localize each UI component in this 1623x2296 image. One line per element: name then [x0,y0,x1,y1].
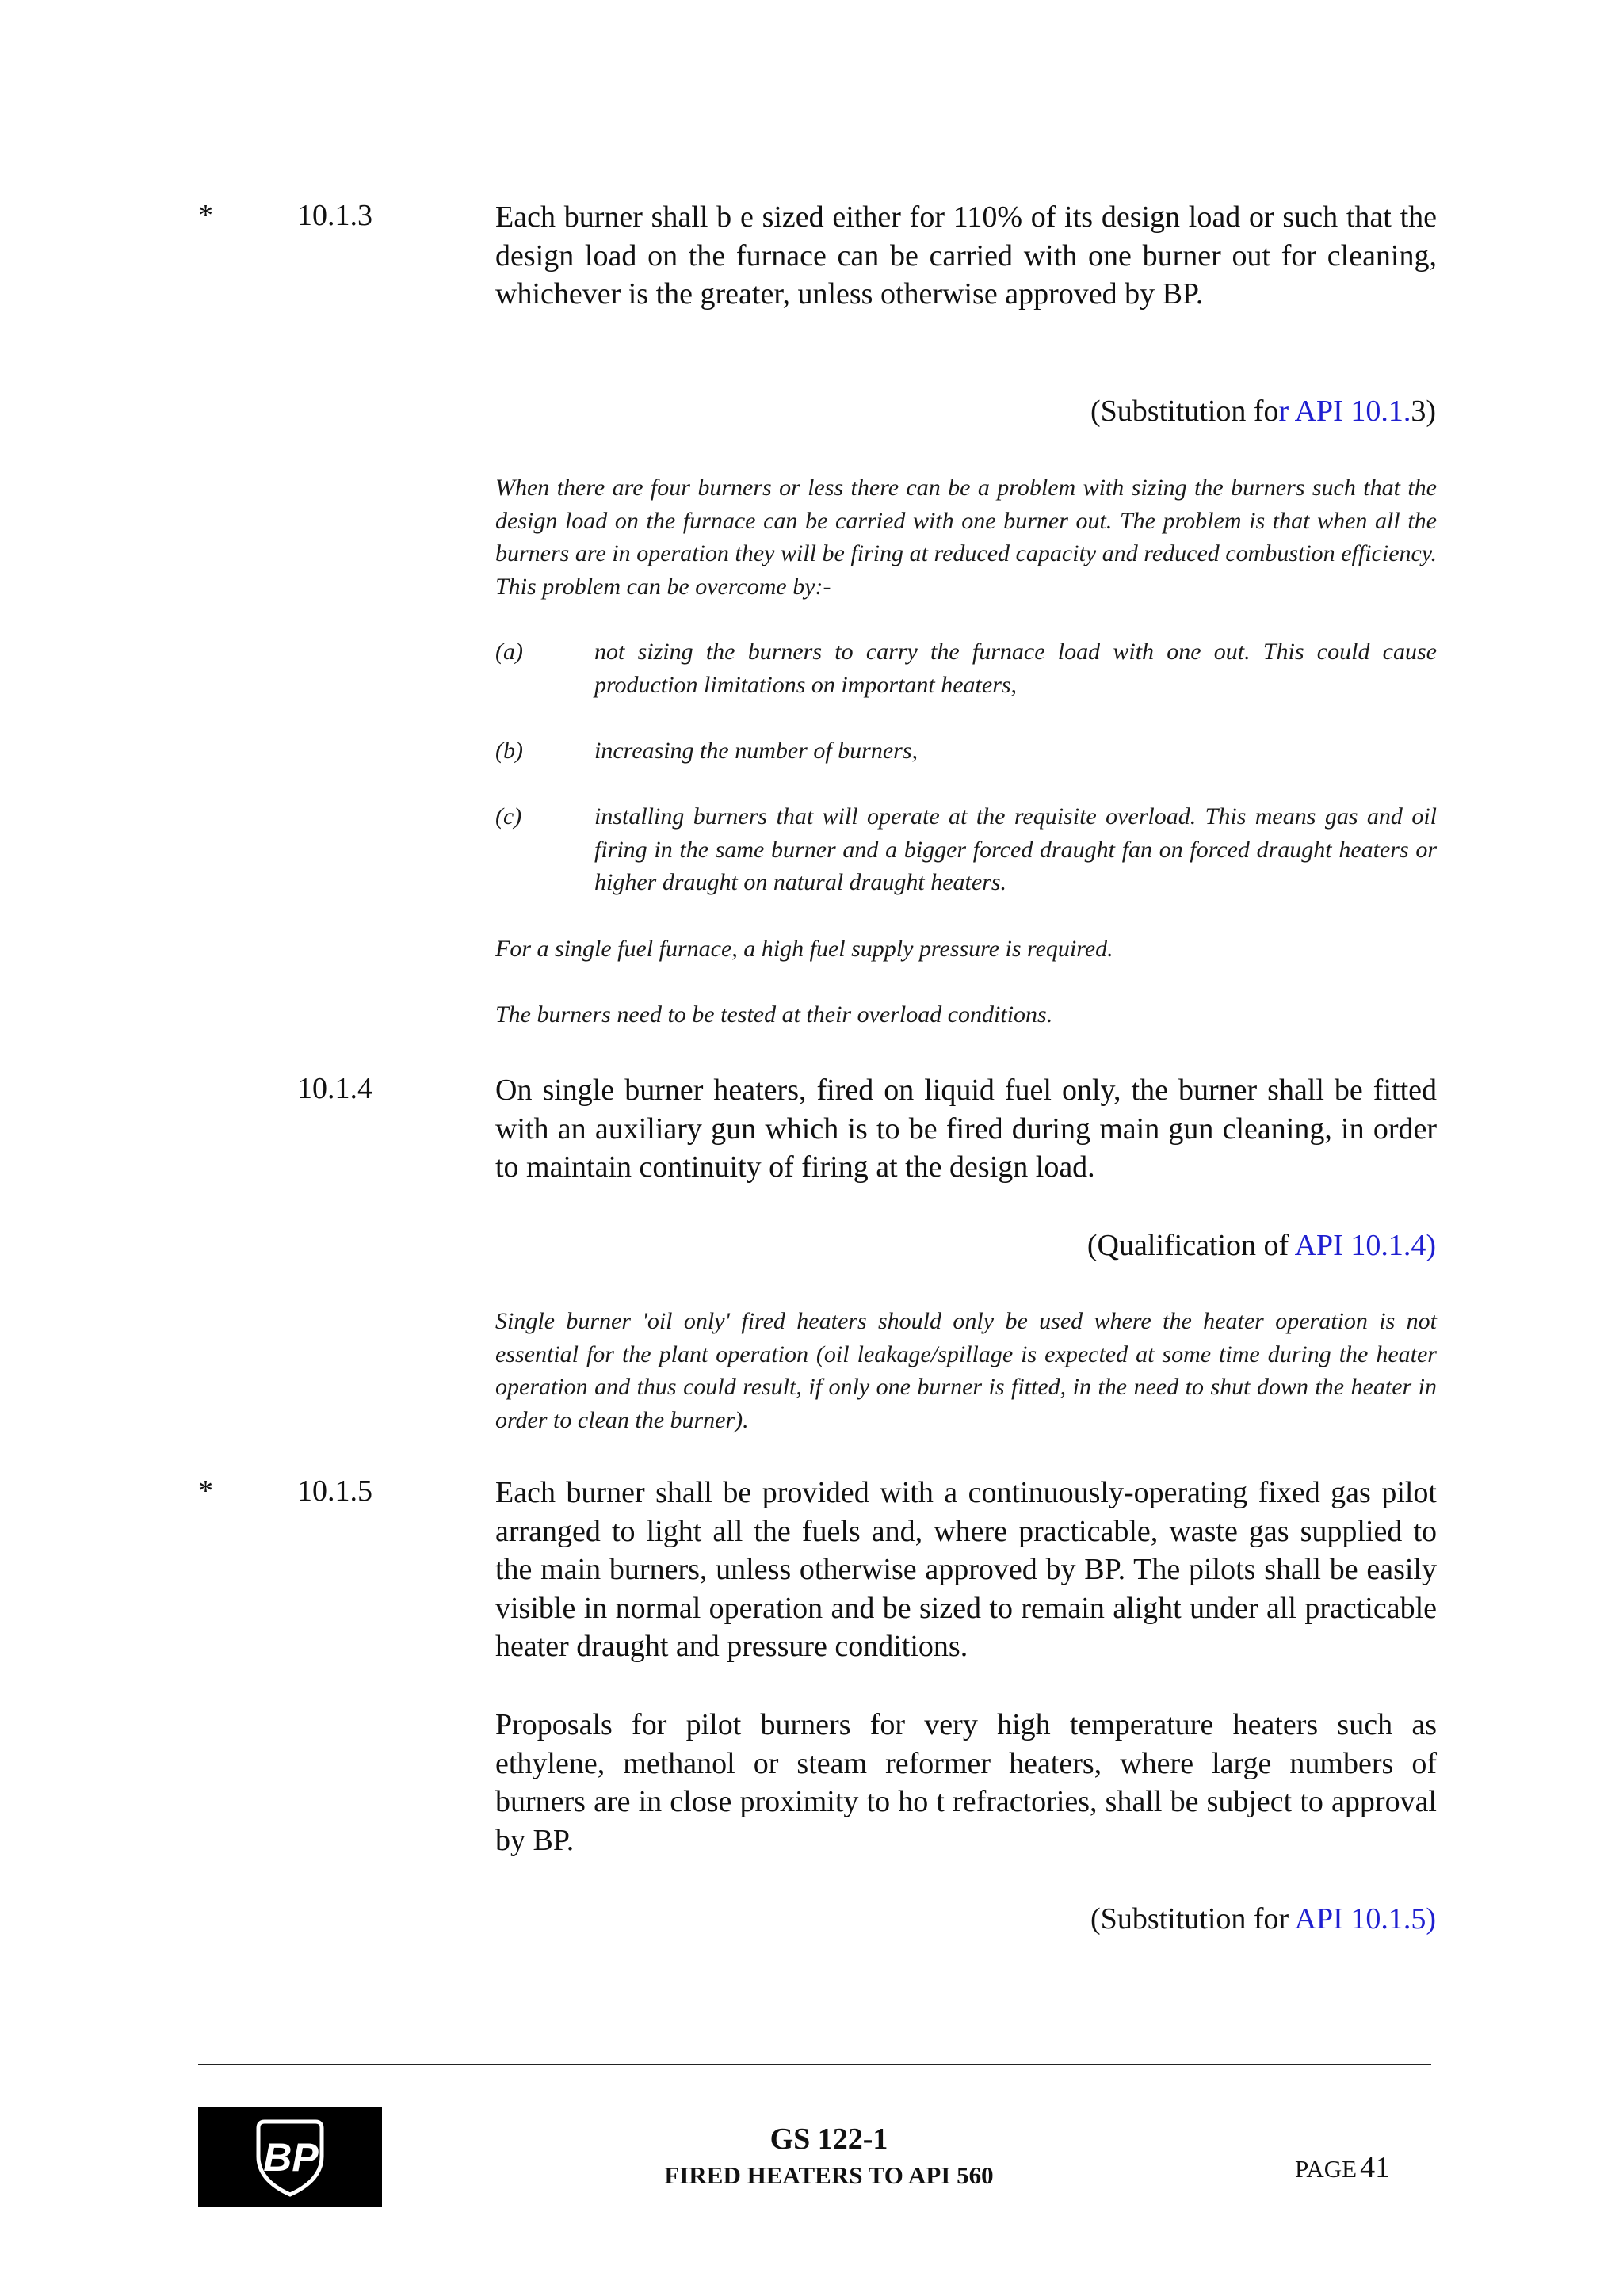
clause-text: Each burner shall be provided with a continuously-operating fixed gas pilot arranged to light all the fuels and, where practicable, waste gas supplied to the main burners, unless otherwise approved by BP. The pilots shall be easily visible in normal operation and be sized to remain alight under all practicable heater draught and pressure conditions. [495,1476,1437,1663]
guidance-note: Single burner 'oil only' fired heaters should only be used where the heater operation is not essential for the plant operation (oil leakage/spillage is expected at some time during the heater operation and thus could result, if only one burner is fitted, in the need to shut down the heater in order to clean the burner). [495,1308,1437,1433]
document-title: FIRED HEATERS TO API 560 [664,2161,994,2189]
guidance-note: When there are four burners or less there can be a problem with sizing the burners such that the design load on the furnace can be carried with one burner out. The problem is that when all the burners are in operation they will be firing at reduced capacity and reduced combustion efficiency. This problem can be overcome by:- [495,475,1437,600]
reference-prefix: (Qualification of [1086,1229,1295,1262]
clause-text: Proposals for pilot burners for very high temperature heaters such as ethylene, methanol or steam reformer heaters, where large numbers of burners are in close proximity to ho t refractories, shall be subject to approval by BP. [495,1708,1437,1857]
guidance-note: The burners need to be tested at their overload conditions. [495,1001,1053,1028]
api-reference [1090,1900,1436,1938]
list-item-text: installing burners that will operate at the requisite overload. This means gas and oil firing in the same burner and a bigger forced draught fan on forced draught heaters or higher draught on natural draught heaters. [594,803,1437,895]
list-item-text: not sizing the burners to carry the furnace load with one out. This could cause production limitations on important heaters, [594,639,1437,698]
logo-text: BP [263,2135,319,2180]
list-item-label: (a) [495,639,523,665]
clause-text: On single burner heaters, fired on liquid fuel only, the burner shall be fitted with an auxiliary gun which is to be fired during main gun cleaning, in order to maintain continuity of firing at the design load. [495,1074,1437,1184]
clause-number: 10.1.3 [297,199,372,232]
clause-number: 10.1.5 [297,1474,372,1508]
api-reference-link[interactable]: API 10.1.5) [1294,1902,1436,1936]
revision-marker: * [198,199,213,232]
reference-suffix: 3) [1411,395,1436,428]
footer-divider [198,2064,1431,2065]
bp-logo [198,2107,382,2207]
bp-shield-icon [198,2107,382,2207]
clause-number: 10.1.4 [297,1072,372,1105]
list-item-label: (b) [495,738,523,764]
document-code: GS 122-1 [769,2122,888,2156]
list-item-text: increasing the number of burners, [594,738,918,764]
revision-marker: * [198,1474,213,1508]
api-reference-link[interactable]: r API 10.1. [1278,395,1411,428]
page-number: 41 [1360,2151,1391,2184]
api-reference [1087,1226,1436,1264]
list-item-label: (c) [495,803,522,830]
page-indicator [1295,2150,1390,2185]
reference-prefix: (Substitution for [1090,1902,1295,1936]
reference-prefix: (Substitution fo [1090,395,1279,428]
guidance-note: For a single fuel furnace, a high fuel supply pressure is required. [495,936,1113,962]
clause-text: Each burner shall b e sized either for 110% of its design load or such that the design load on the furnace can be carried with one burner out for cleaning, whichever is the greater, unless otherwise approved by BP. [495,200,1437,311]
page-label: PAGE [1295,2155,1358,2183]
api-reference-link[interactable]: API 10.1.4) [1294,1229,1436,1262]
api-reference [1090,392,1436,430]
